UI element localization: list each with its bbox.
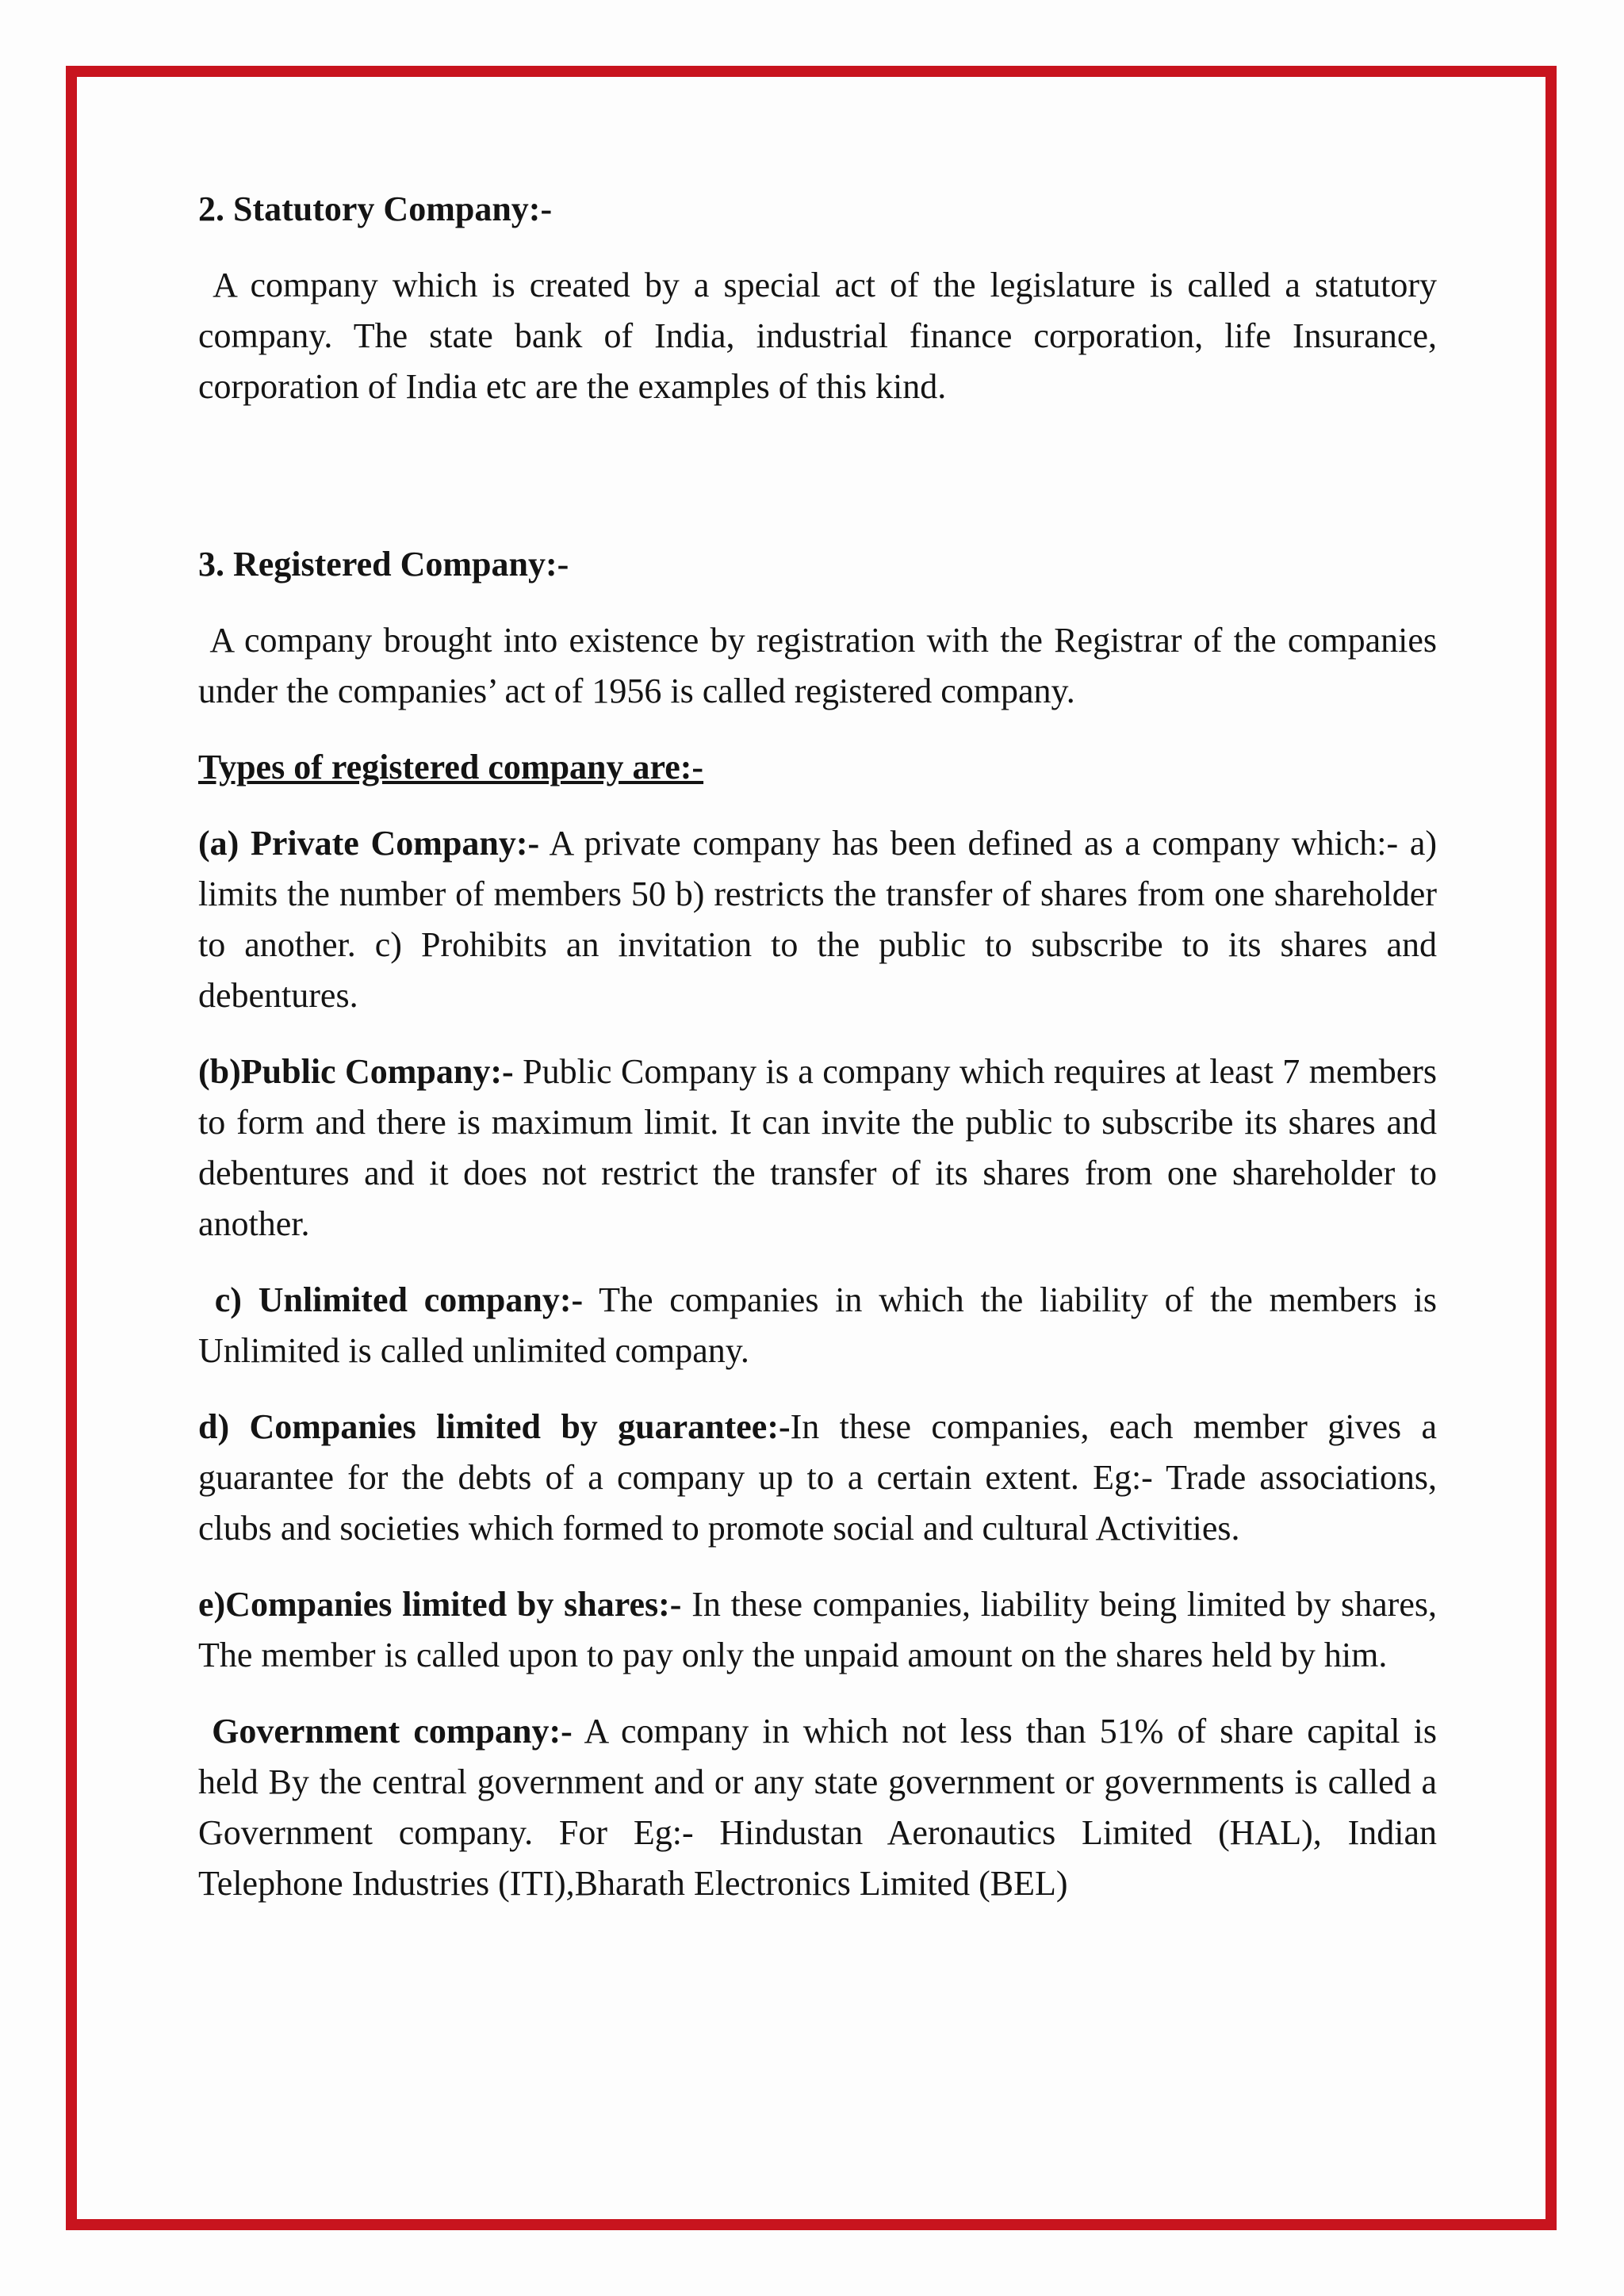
statutory-text: A company which is created by a special act of the legislature is called a statutory company. The state bank of India, industrial finance corporation, life Insurance, corporation of India etc are the examples of this kind. xyxy=(198,266,1437,406)
type-item-shares xyxy=(198,1579,1437,1681)
type-term: (b)Public Company:- xyxy=(198,1052,514,1091)
type-term: Government company:- xyxy=(212,1712,573,1751)
type-text: A private company has been defined as a company which:- a) limits the number of members 50 b) restricts the transfer of shares from one shareholder to another. c) Prohibits an invitation to the public to subscribe to its shares and debentures. xyxy=(198,824,1437,1015)
type-text: Public Company is a company which requires at least 7 members to form and there is maximum limit. It can invite the public to subscribe its shares and debentures and it does not restrict the transfer of its shares from one shareholder to another. xyxy=(198,1052,1438,1243)
type-term: d) Companies limited by guarantee:- xyxy=(198,1407,791,1446)
type-item-guarantee xyxy=(198,1402,1437,1554)
document-body xyxy=(198,184,1437,1909)
type-text: A company in which not less than 51% of share capital is held By the central government and or any state government or governments is called a Government company. For Eg:- Hindustan Aeronautics Limited (HAL), Indian Telephone Industries (ITI),Bharath Electronics Limited (BEL) xyxy=(198,1712,1438,1903)
registered-text: A company brought into existence by registration with the Registrar of the companies under the companies’ act of 1956 is called registered company. xyxy=(198,621,1438,710)
type-text: The companies in which the liability of the members is Unlimited is called unlimited company. xyxy=(198,1280,1437,1370)
type-item-private xyxy=(198,818,1437,1021)
types-heading: Types of registered company are:- xyxy=(198,748,704,786)
type-term: (a) Private Company:- xyxy=(198,824,540,863)
type-item-unlimited xyxy=(198,1275,1437,1376)
type-term: e)Companies limited by shares:- xyxy=(198,1585,682,1624)
type-text: In these companies, liability being limited by shares, The member is called upon to pay only the unpaid amount on the shares held by him. xyxy=(198,1585,1437,1674)
type-item-government xyxy=(198,1706,1437,1909)
type-term: c) Unlimited company:- xyxy=(214,1280,584,1319)
registered-heading: 3. Registered Company:- xyxy=(198,545,569,584)
registered-paragraph xyxy=(198,615,1437,717)
statutory-heading: 2. Statutory Company:- xyxy=(198,189,553,228)
type-text: In these companies, each member gives a guarantee for the debts of a company up to a certain extent. Eg:- Trade associations, clubs and societies which formed to promote social and cultural Activities. xyxy=(198,1407,1438,1548)
type-item-public xyxy=(198,1047,1437,1249)
statutory-paragraph xyxy=(198,260,1437,412)
